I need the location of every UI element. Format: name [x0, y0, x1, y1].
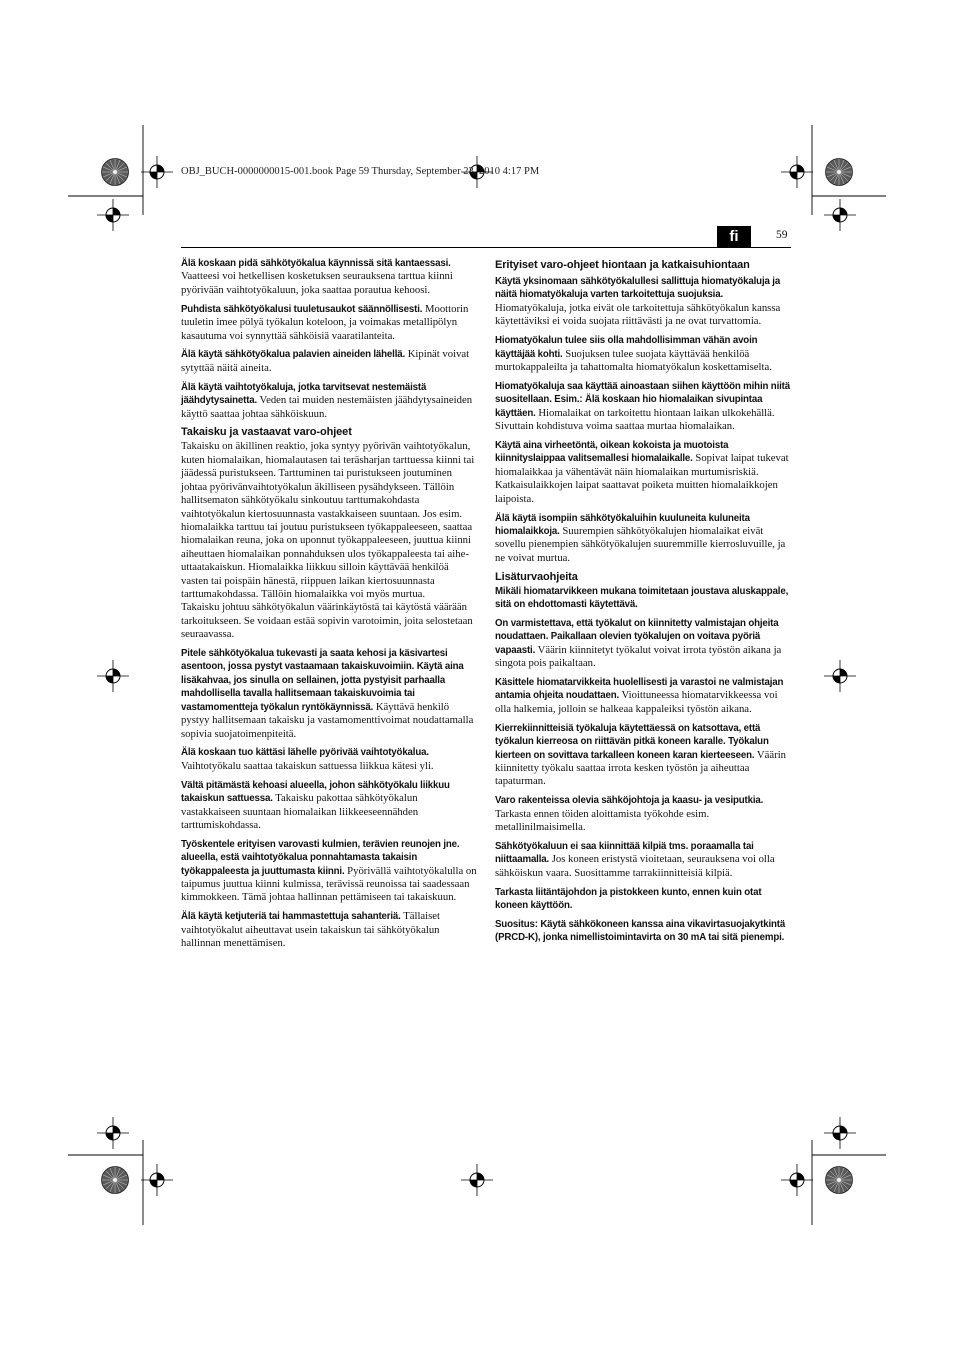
paragraph: Älä koskaan tuo kättäsi lähelle pyörivää vaihtotyökalua. Vaihtotyökalu saattaa takaiskun sattuessa liikkua kätesi yli. [181, 747, 434, 772]
section-heading-kickback: Takaisku ja vastaavat varo-ohjeet [181, 426, 352, 439]
paragraph: Työskentele erityisen varovasti kulmien, terävien reunojen jne. alueella, estä vaihtotyökalua ponnahtamasta takaisin työkappaleesta ja juuttumasta kiinni. Pyörivällä vaihtotyökalulla on taipumus juuttua kiinni kulmissa, terävissä reunoissa tai saadessaan kimmokkeen. Tämä johtaa hallinnan pettämiseen tai takaiskuun. [181, 838, 477, 904]
paragraph: Älä koskaan pidä sähkötyökalua käynnissä sitä kantaessasi. Vaatteesi voi hetkellisen kosketuksen seurauksena tarttua kiinni pyörivään vaihtotyökaluun, joka saattaa porautua kehoosi. [181, 258, 453, 296]
paragraph: Kierrekiinnitteisiä työkaluja käytettäessä on katsottava, että työkalun kierreosa on riittävän pitkä koneen karalle. Työkalun kierteen on sovittava tarkalleen koneen karan kierteeseen. Väärin kiinnitetty työkalu saattaa irrota kesken työstön ja aiheuttaa tapaturman. [495, 722, 787, 788]
paragraph: Älä käytä vaihtotyökaluja, jotka tarvitsevat nestemäistä jäähdytysainetta. Veden tai muiden nestemäisten jäähdytysaineiden käyttö saattaa johtaa sähköiskuun. [181, 381, 473, 420]
paragraph: Käsittele hiomatarvikkeita huolellisesti ja varastoi ne valmistajan antamia ohjeita noudattaen. Vioittuneessa hiomatarvikkeessa voi olla halkemia, jolloin se halkeaa kappaleiksi työstön aikana. [495, 677, 784, 715]
paragraph: Varo rakenteissa olevia sähköjohtoja ja kaasu- ja vesiputkia. Tarkasta ennen töiden aloittamista työkohde esim. metallinilmaisimella. [495, 795, 764, 834]
paragraph: Sähkötyökaluun ei saa kiinnittää kilpiä tms. poraamalla tai niittaamalla. Jos koneen eristystä vioitetaan, seurauksena voi olla sähköiskun vaara. Suosittamme tarrakiinnitteisiä kilpiä. [495, 841, 775, 879]
paragraph: Älä käytä sähkötyökalua palavien aineiden lähellä. Kipinät voivat sytyttää näitä aineita. [181, 348, 470, 374]
page-number: 59 [776, 229, 788, 241]
paragraph: Tarkasta liitäntäjohdon ja pistokkeen kunto, ennen kuin otat koneen käyttöön. [495, 886, 762, 912]
paragraph: Takaisku on äkillinen reaktio, joka syntyy pyörivän vaihtotyökalun, kuten hiomalaikan, hiomalautasen tai teräsharjan tarttuessa kiinni tai jäädessä puristukseen. Tarttuminen tai puristukseen joutuminen johtaa pyörivänvaihtotyökalun äkilliseen pysähdykseen. Tällöin hallitsematon sähkötyökalu sinkoutuu tarttumakohdasta vaihtotyökalun kiertosuunnasta vastakkaiseen suuntaan. Jos esim. hiomalaikka tarttuu tai joutuu puristukseen työkappaleeseen, saattaa hiomalaikan reuna, joka on uponnut työkappaleeseen, juuttua kiinni aiheuttaen hiomalaikan ponnahduksen ulos työkappaleesta tai aiheuttaatakaiskun. Hiomalaikka liikkuu silloin käyttävää henkilöä vasten tai poispäin hänestä, riippuen laikan kiertosuunnasta tarttumakohdassa. Tällöin hiomalaikka voi myös murtua. [181, 440, 475, 600]
paragraph: Hiomatyökalun tulee siis olla mahdollisimman vähän avoin käyttäjää kohti. Suojuksen tulee suojata käyttävää henkilöä murtokappaleilta ja tahattomalta hiomatyökalun koskettamiselta. [495, 335, 772, 373]
section-heading-grinding: Erityiset varo-ohjeet hiontaan ja katkaisuhiontaan [495, 259, 750, 271]
paragraph: Mikäli hiomatarvikkeen mukana toimitetaan joustava aluskappale, sitä on ehdottomasti käytettävä. [495, 585, 789, 611]
paragraph: Käytä aina virheetöntä, oikean kokoista ja muotoista kiinnityslaippaa valitsemallesi hiomalaikalle. Sopivat laipat tukevat hiomalaikkaa ja vähentävät näin hiomalaikan murtumisriskiä. Katkaisulaikkojen laipat saattavat poiketa muitten hiomalaikkojen laipoista. [495, 439, 789, 505]
paragraph: Älä käytä isompiin sähkötyökaluihin kuuluneita kuluneita hiomalaikkoja. Suurempien sähkötyökalujen hiomalaikat eivät sovellu pienempien sähkötyökalujen suuremmille kierrosluvuille, ja ne voivat murtua. [495, 512, 786, 564]
book-slug-line: OBJ_BUCH-0000000015-001.book Page 59 Thursday, September 23, 2010 4:17 PM [181, 166, 540, 177]
language-tab: fi [717, 226, 751, 247]
header-rule [181, 247, 791, 248]
left-column [181, 257, 477, 956]
paragraph: Vältä pitämästä kehoasi alueella, johon sähkötyökalu liikkuu takaiskun sattuessa. Takaisku pakottaa sähkötyökalun vastakkaiseen suuntaan hiomalaikan liikkeeseennähden tarttumiskohdassa. [181, 779, 450, 831]
paragraph: Takaisku johtuu sähkötyökalun väärinkäytöstä tai käytöstä väärään tarkoitukseen. Se voidaan estää sopivin varotoimin, joita selostetaan seuraavassa. [181, 601, 473, 641]
section-heading-additional-safety: Lisäturvaohjeita [495, 570, 578, 583]
paragraph: Puhdista sähkötyökalusi tuuletusaukot säännöllisesti. Moottorin tuuletin imee pölyä työkalun koteloon, ja voimakas metallipölyn kasautuma voi synnyttää sähköisiä vaaratilanteita. [181, 302, 469, 342]
paragraph: On varmistettava, että työkalut on kiinnitetty valmistajan ohjeita noudattaen. Paikallaan olevien työkalujen on voitava pyöriä vapaasti. Väärin kiinnitetyt työkalut voivat irrota työstön aikana ja singota pois paikaltaan. [495, 617, 782, 670]
right-column [495, 257, 791, 950]
paragraph: Pitele sähkötyökalua tukevasti ja saata kehosi ja käsivartesi asentoon, jossa pystyt vastaamaan takaiskuvoimiin. Käytä aina lisäkahvaa, jos sinulla on sellainen, jotta pystyisit parhaalla mahdollisella tavalla hallitsemaan takaiskuvoimia tai vastamomentteja työkalun ryntökäynnissä. Käyttävä henkilö pystyy hallitsemaan takaisku ja vastamomenttivoimat noudattamalla sopivia suojatoimenpiteitä. [181, 648, 474, 740]
paragraph: Hiomatyökaluja saa käyttää ainoastaan siihen käyttöön mihin niitä suositellaan. Esim.: Älä koskaan hio hiomalaikan sivupintaa käyttäen. Hiomalaikat on tarkoitettu hiontaan laikan ulkokehällä. Sivuttain kohdistuva voima saattaa murtaa hiomalaikan. [495, 380, 790, 433]
paragraph: Suositus: Käytä sähkökoneen kanssa aina vikavirtasuojakytkintä (PRCD-K), jonka nimellistoimintavirta on 30 mA tai sitä pienempi. [495, 919, 786, 944]
paragraph: Älä käytä ketjuteriä tai hammastettuja sahanteriä. Tällaiset vaihtotyökalut aiheuttavat usein takaiskun tai sähkötyökalun hallinnan menettämisen. [181, 910, 440, 950]
paragraph: Käytä yksinomaan sähkötyökalullesi sallittuja hiomatyökaluja ja näitä hiomatyökaluja varten tarkoitettuja suojuksia. Hiomatyökaluja, jotka eivät ole tarkoitettuja sähkötyökalun kanssa käytettäviksi ei voida suojata riittävästi ja ne ovat turvattomia. [495, 276, 781, 328]
